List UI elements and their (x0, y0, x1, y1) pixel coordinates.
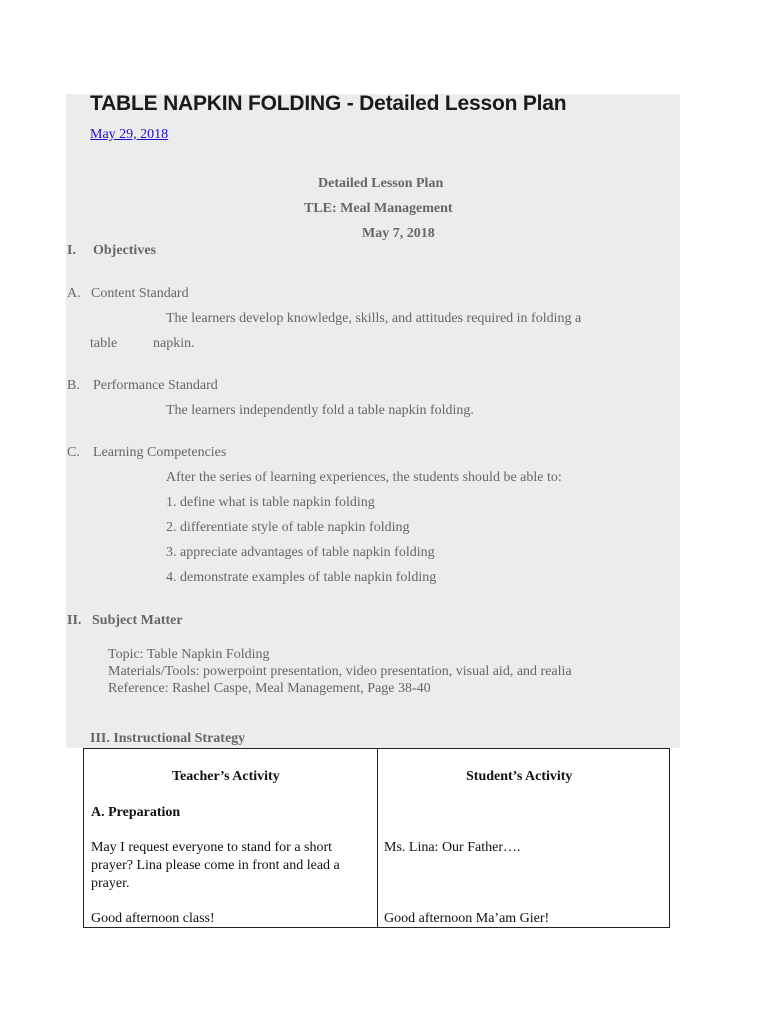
content-standard-text-end: napkin. (153, 336, 195, 351)
heading-line-3: May 7, 2018 (362, 226, 435, 241)
subject-reference: Reference: Rashel Caspe, Meal Management, Page 38-40 (108, 681, 431, 696)
section-c-letter: C. (67, 445, 80, 460)
section-2-label: Subject Matter (92, 613, 183, 628)
preparation-heading: A. Preparation (91, 805, 181, 820)
section-b-label: Performance Standard (93, 378, 218, 393)
competency-item: 3. appreciate advantages of table napkin folding (166, 545, 435, 560)
table-row-teacher-line: prayer? Lina please come in front and lead a (91, 858, 340, 873)
performance-standard-text: The learners independently fold a table napkin folding. (166, 403, 474, 418)
subject-materials: Materials/Tools: powerpoint presentation, video presentation, visual aid, and realia (108, 664, 572, 679)
table-column-divider (377, 749, 378, 927)
table-row-teacher-line: May I request everyone to stand for a short (91, 840, 333, 855)
section-b-letter: B. (67, 378, 80, 393)
content-standard-text-word: table (90, 336, 118, 351)
section-1-numeral: I. (67, 243, 76, 258)
content-standard-text: The learners develop knowledge, skills, and attitudes required in folding a (166, 311, 582, 326)
competencies-intro: After the series of learning experiences, the students should be able to: (166, 470, 562, 485)
competency-item: 1. define what is table napkin folding (166, 495, 375, 510)
section-1-label: Objectives (93, 243, 156, 258)
competency-item: 4. demonstrate examples of table napkin folding (166, 570, 437, 585)
table-row-teacher-line: prayer. (91, 876, 130, 891)
section-a-label: Content Standard (91, 286, 189, 301)
section-c-label: Learning Competencies (93, 445, 227, 460)
page-title: TABLE NAPKIN FOLDING - Detailed Lesson Plan (90, 92, 567, 115)
activity-table (83, 748, 670, 928)
table-row-student: Good afternoon Ma’am Gier! (384, 911, 550, 926)
section-a-letter: A. (67, 286, 81, 301)
section-3-label: III. Instructional Strategy (90, 731, 246, 746)
competency-item: 2. differentiate style of table napkin folding (166, 520, 410, 535)
heading-line-2: TLE: Meal Management (304, 201, 453, 216)
table-row-teacher-line: Good afternoon class! (91, 911, 215, 926)
student-activity-header: Student’s Activity (466, 769, 573, 784)
table-row-student: Ms. Lina: Our Father…. (384, 840, 521, 855)
post-date-link[interactable]: May 29, 2018 (90, 127, 169, 142)
teacher-activity-header: Teacher’s Activity (172, 769, 280, 784)
heading-line-1: Detailed Lesson Plan (318, 176, 444, 191)
subject-topic: Topic: Table Napkin Folding (108, 647, 270, 662)
section-2-numeral: II. (67, 613, 82, 628)
